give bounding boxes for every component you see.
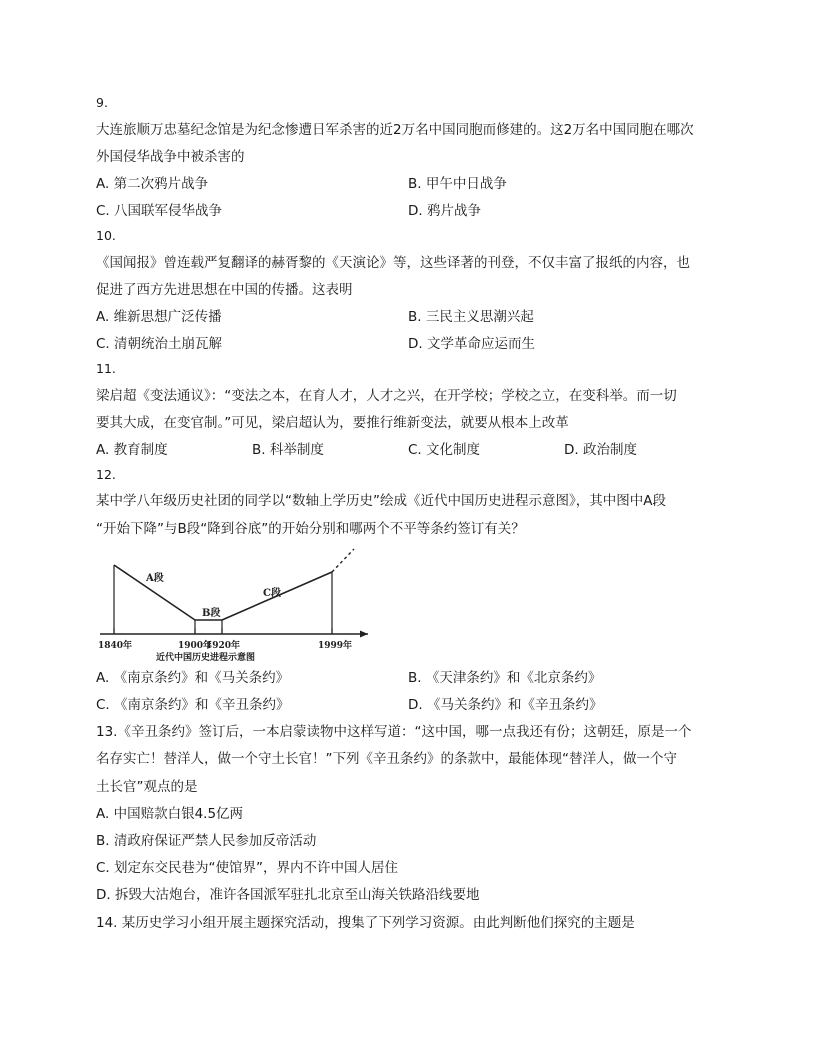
q9-number: 9.: [96, 95, 108, 110]
figure-caption: 近代中国历史进程示意图: [156, 653, 256, 663]
segment-a-label: A段: [146, 573, 164, 584]
q12-stem-line1: 某中学八年级历史社团的同学以“数轴上学历史”绘成《近代中国历史进程示意图》，其中图中A段: [96, 493, 666, 509]
q13-option-c[interactable]: C. 划定东交民巷为“使馆界”，界内不许中国人居住: [96, 860, 398, 876]
q11-number: 11.: [96, 361, 116, 376]
q13-stem-line3: 土长官”观点的是: [96, 779, 198, 795]
q10-option-a[interactable]: A. 维新思想广泛传播: [96, 309, 222, 325]
q10-option-c[interactable]: C. 清朝统治土崩瓦解: [96, 336, 223, 352]
history-process-diagram: [96, 546, 368, 664]
q12-option-c[interactable]: C. 《南京条约》和《辛丑条约》: [96, 697, 290, 713]
q9-stem-line1: 大连旅顺万忠墓纪念馆是为纪念惨遭日军杀害的近2万名中国同胞而修建的。这2万名中国同胞在哪次: [96, 122, 694, 138]
q9-option-a[interactable]: A. 第二次鸦片战争: [96, 176, 209, 192]
axis-arrow: [360, 631, 368, 638]
q12-option-d[interactable]: D. 《马关条约》和《辛丑条约》: [408, 697, 603, 713]
q13-option-a[interactable]: A. 中国赔款白银4.5亿两: [96, 806, 244, 822]
segment-c-label: C段: [263, 588, 281, 599]
tick-label-1900: 1900年: [178, 641, 213, 651]
q13-stem-line1: 13.《辛丑条约》签订后，一本启蒙读物中这样写道：“这中国，哪一点我还有份；这朝廷，原是一个: [96, 724, 692, 740]
q11-option-d[interactable]: D. 政治制度: [564, 442, 637, 458]
q10-stem-line2: 促进了西方先进思想在中国的传播。这表明: [96, 282, 353, 298]
q13-option-b[interactable]: B. 清政府保证严禁人民参加反帝活动: [96, 833, 317, 849]
tick-label-1920: 1920年: [206, 641, 241, 651]
q11-stem-line1: 梁启超《变法通议》：“变法之本，在育人才，人才之兴，在开学校；学校之立，在变科举。而一切: [96, 388, 677, 404]
q10-stem-line1: 《国闻报》曾连载严复翻译的赫胥黎的《天演论》等，这些译著的刊登，不仅丰富了报纸的内容，也: [96, 255, 690, 271]
q13-option-d[interactable]: D. 拆毁大沽炮台，准许各国派军驻扎北京至山海关铁路沿线要地: [96, 887, 480, 903]
q14-stem-line1: 14. 某历史学习小组开展主题探究活动，搜集了下列学习资源。由此判断他们探究的主题是: [96, 915, 635, 931]
tick-label-1999: 1999年: [318, 641, 353, 651]
q9-option-d[interactable]: D. 鸦片战争: [408, 203, 481, 219]
q10-option-b[interactable]: B. 三民主义思潮兴起: [408, 309, 534, 325]
q10-option-d[interactable]: D. 文学革命应运而生: [408, 336, 535, 352]
tick-label-1840: 1840年: [98, 641, 133, 651]
future-dashed-line: [332, 549, 354, 572]
q10-number: 10.: [96, 228, 116, 243]
q9-stem-line2: 外国侵华战争中被杀害的: [96, 149, 245, 165]
q11-stem-line2: 要其大成，在变官制。”可见，梁启超认为，要推行维新变法，就要从根本上改革: [96, 415, 569, 431]
q12-option-b[interactable]: B. 《天津条约》和《北京条约》: [408, 670, 602, 686]
q11-option-a[interactable]: A. 教育制度: [96, 442, 168, 458]
q11-option-b[interactable]: B. 科举制度: [252, 442, 324, 458]
q12-stem-line2: “开始下降”与B段“降到谷底”的开始分别和哪两个不平等条约签订有关？: [96, 521, 525, 537]
q9-option-c[interactable]: C. 八国联军侵华战争: [96, 203, 223, 219]
q9-option-b[interactable]: B. 甲午中日战争: [408, 176, 507, 192]
q11-option-c[interactable]: C. 文化制度: [408, 442, 481, 458]
q13-stem-line2: 名存实亡！替洋人，做一个守土长官！”下列《辛丑条约》的条款中，最能体现“替洋人，做一个守: [96, 751, 677, 767]
q12-option-a[interactable]: A. 《南京条约》和《马关条约》: [96, 670, 290, 686]
segment-b-label: B段: [202, 608, 221, 619]
q12-number: 12.: [96, 467, 116, 482]
